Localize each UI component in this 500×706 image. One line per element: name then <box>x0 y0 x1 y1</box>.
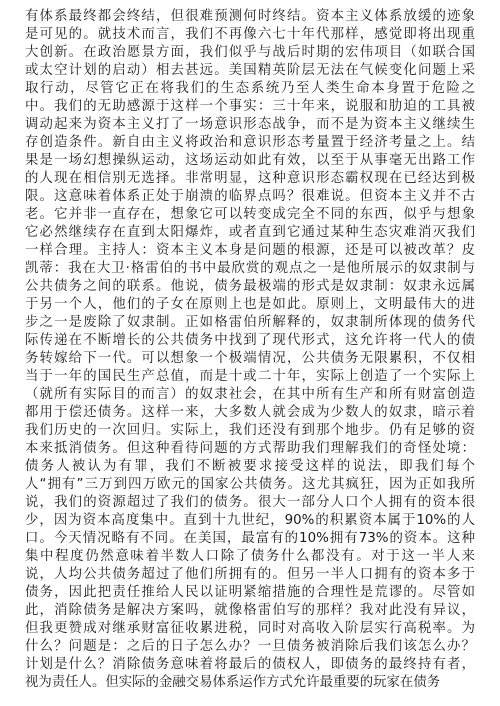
text-line: 什么？问题是：之后的日子怎么办？一旦债务被消除后我们该怎么办？ <box>25 639 475 654</box>
text-line: 果是一场幻想操纵运动，这场运动如此有效，以至于从事毫无出路工作 <box>25 153 475 168</box>
text-line: 际传递在不断增长的公共债务中找到了现代形式，这允许将一代人的债 <box>25 333 475 348</box>
text-line: 我们历史的一次回归。实际上，我们还没有到那个地步。仍有足够的资 <box>25 423 475 438</box>
text-line: 调动起来为资本主义打了一场意识形态战争，而不是为资本主义继续生 <box>25 117 475 132</box>
text-line: 此，消除债务是解决方案吗，就像格雷伯写的那样？我对此没有异议， <box>25 603 475 618</box>
text-line: 于另一个人，他们的子女在原则上也是如此。原则上，文明最伟大的进 <box>25 297 475 312</box>
text-line: 少，因为资本高度集中。直到十九世纪，90%的积累资本属于10%的人 <box>25 513 475 528</box>
text-line: 是可见的。就技术而言，我们不再像六七十年代那样，感觉即将出现重 <box>25 27 475 42</box>
text-line: 说，我们的资源超过了我们的债务。很大一部分人口个人拥有的资本很 <box>25 495 475 510</box>
text-line: 当于一年的国民生产总值，而是十或二十年，实际上创造了一个实际上 <box>25 369 475 384</box>
text-line: 计划是什么？消除债务意味着将最后的债权人，即债务的最终持有者， <box>25 657 475 672</box>
text-line: 或太空计划的启动）相去甚远。美国精英阶层无法在气候变化问题上采 <box>25 63 475 78</box>
text-line: 集中程度仍然意味着半数人口除了债务什么都没有。对于这一半人来 <box>25 549 475 564</box>
text-line: 但我更赞成对继承财富征收累进税，同时对高收入阶层实行高税率。为 <box>25 621 475 636</box>
text-line: 凯蒂：我在大卫·格雷伯的书中最欣赏的观点之一是他所展示的奴隶制与 <box>25 261 475 276</box>
text-line: 限。这意味着体系正处于崩溃的临界点吗？很难说。但资本主义并不古 <box>25 189 475 204</box>
text-line: 视为责任人。但实际的金融交易体系运作方式允许最重要的玩家在债务 <box>25 675 441 690</box>
text-line: 存创造条件。新自由主义将政治和意识形态考量置于经济考量之上。结 <box>25 135 475 150</box>
text-line: 债务人被认为有罪，我们不断被要求接受这样的说法，即我们每个 <box>25 459 475 474</box>
text-line: 老。它并非一直存在，想象它可以转变成完全不同的东西，似乎与想象 <box>25 207 475 222</box>
text-line: 大创新。在政治愿景方面，我们似乎与战后时期的宏伟项目（如联合国 <box>25 45 475 60</box>
text-line: 公共债务之间的联系。他说，债务最极端的形式是奴隶制：奴隶永远属 <box>25 279 475 294</box>
text-line: 取行动，尽管它正在将我们的生态系统乃至人类生命本身置于危险之 <box>25 81 475 96</box>
text-line: 它必然继续存在直到太阳爆炸，或者直到它通过某种生态灾难消灭我们 <box>25 225 475 240</box>
text-line: 的人现在相信别无选择。非常明显，这种意识形态霸权现在已经达到极 <box>25 171 475 186</box>
text-line: （就所有实际目的而言）的奴隶社会，在其中所有生产和所有财富创造 <box>25 387 475 402</box>
text-line: 说，人均公共债务超过了他们所拥有的。但另一半人口拥有的资本多于 <box>25 567 475 582</box>
text-line: 务转嫁给下一代。可以想象一个极端情况，公共债务无限累积，不仅相 <box>25 351 475 366</box>
text-line: 口。今天情况略有不同。在美国，最富有的10%拥有73%的资本。这种 <box>25 531 475 546</box>
text-line: 都用于偿还债务。这样一来，大多数人就会成为少数人的奴隶，暗示着 <box>25 405 475 420</box>
text-line: 中。我们的无助感源于这样一个事实：三十年来，说服和肋迫的工具被 <box>25 99 475 114</box>
text-line: 债务，因此把责任推给人民以证明紧缩措施的合理性是荒谬的。尽管如 <box>25 585 475 600</box>
document-page <box>25 8 475 692</box>
text-line: 有体系最终都会终结，但很难预测何时终结。资本主义体系放缓的迹象 <box>25 9 475 24</box>
text-line: 人“拥有”三万到四万欧元的国家公共债务。这尤其疯狂，因为正如我所 <box>25 477 475 492</box>
text-line: 步之一是废除了奴隶制。正如格雷伯所解释的，奴隶制所体现的债务代 <box>25 315 475 330</box>
text-line: 本来抵消债务。但这种看待问题的方式帮助我们理解我们的奇怪处境： <box>25 441 475 456</box>
text-line: 一样合理。主持人：资本主义本身是问题的根源，还是可以被改革？皮 <box>25 243 475 258</box>
